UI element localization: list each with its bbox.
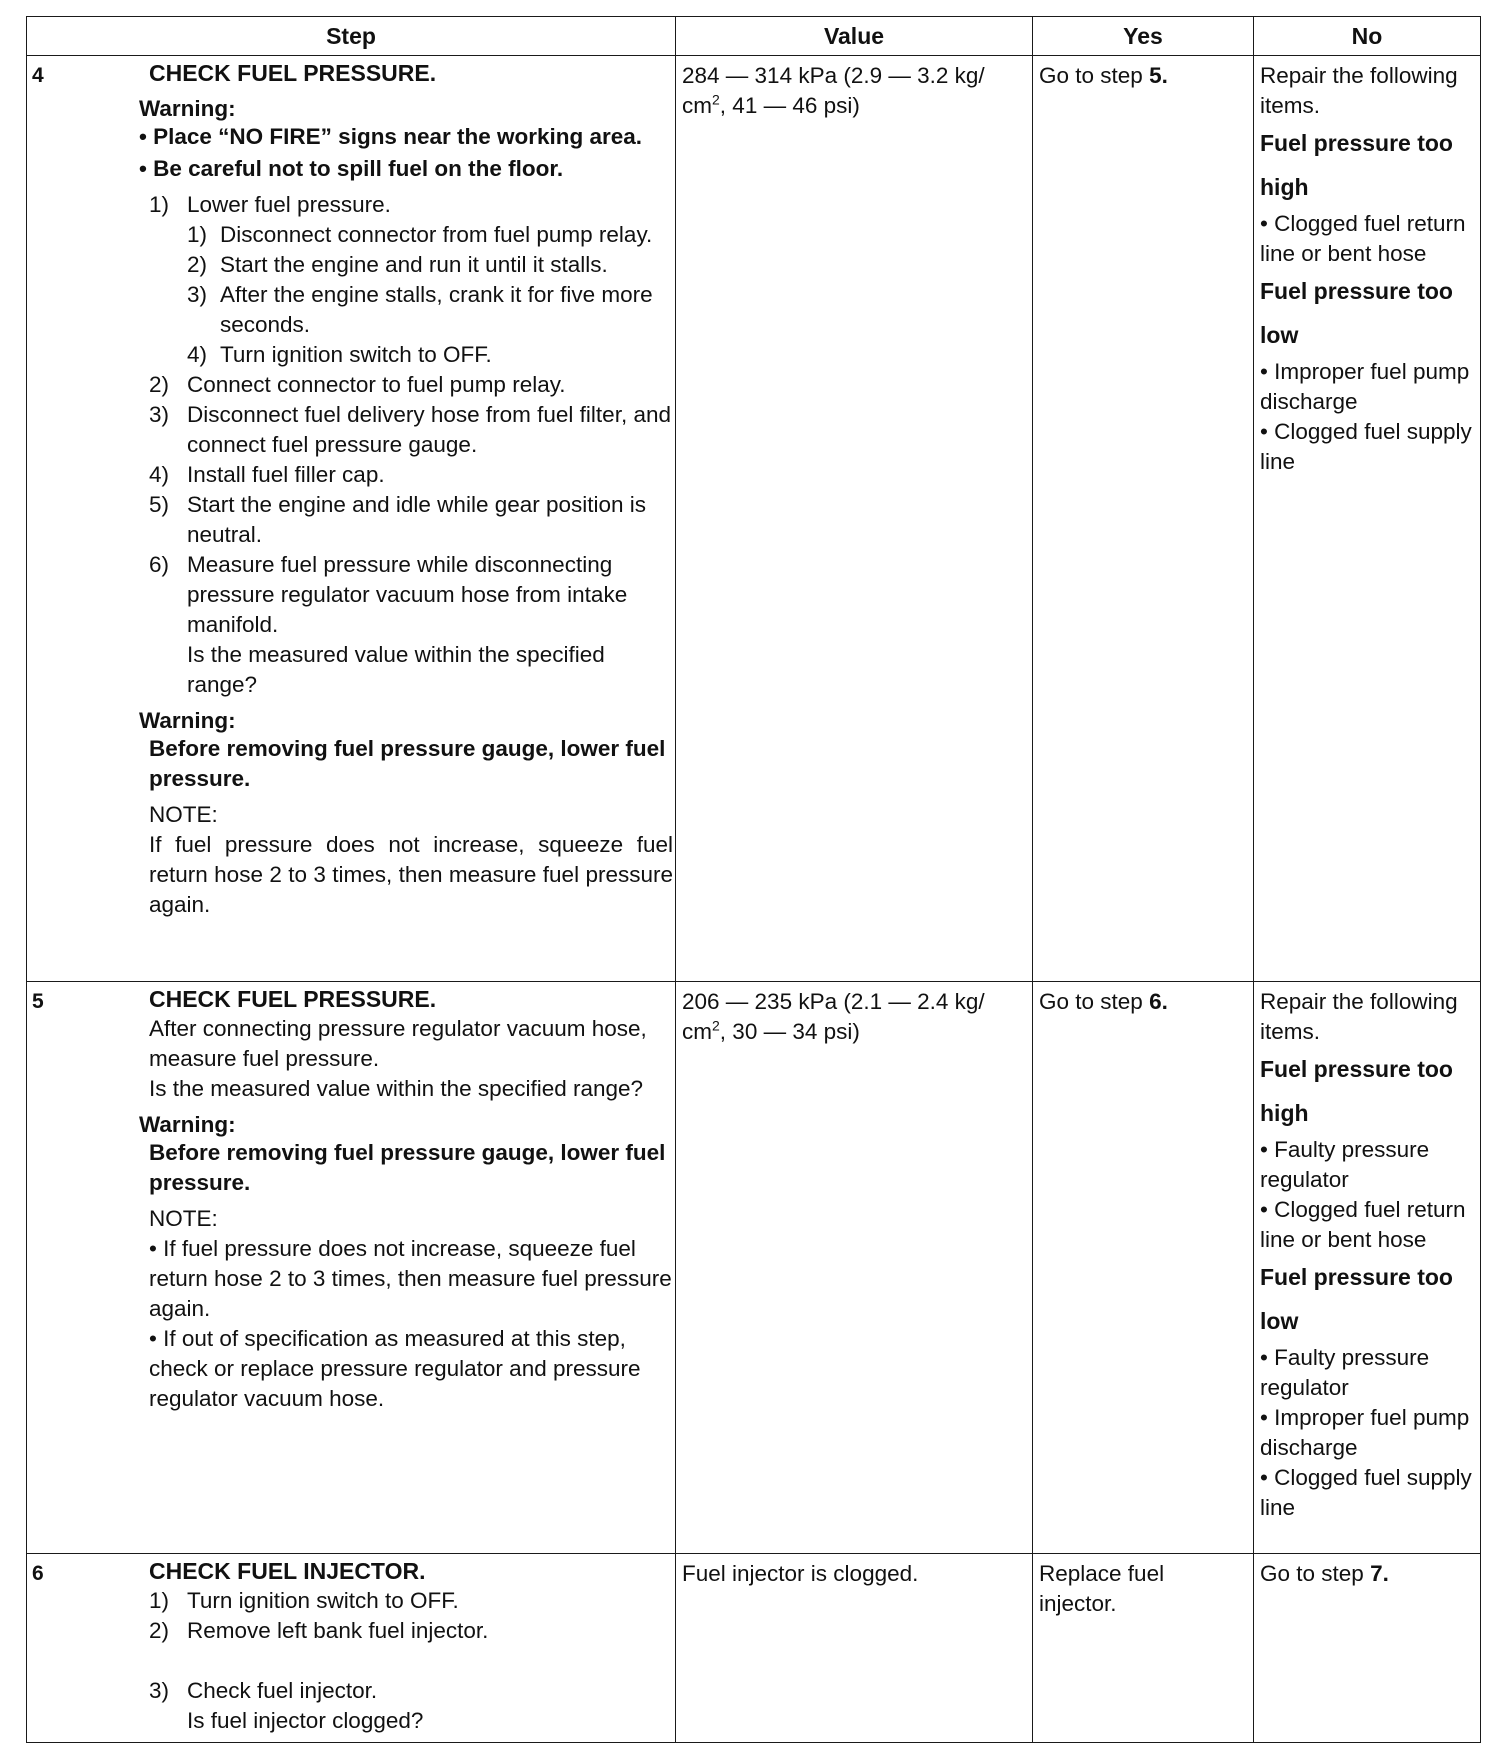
table-row (27, 982, 1481, 1554)
header-step: Step (27, 17, 676, 56)
note-heading: NOTE: (149, 802, 218, 827)
step-number: 5 (32, 990, 44, 1013)
header-yes: Yes (1033, 17, 1254, 56)
condition-heading: Fuel pressure too low (1260, 1264, 1453, 1334)
condition-item: • Improper fuel pump discharge (1260, 1405, 1470, 1460)
table-row (27, 1554, 1481, 1743)
note-heading: NOTE: (149, 1206, 218, 1231)
step-question: Is the measured value within the specified range? (149, 1076, 644, 1101)
procedure-step: 6) Measure fuel pressure while disconnecting pressure regulator vacuum hose from intake manifold. Is the measured value within the specified range? (149, 552, 628, 697)
procedure-step: 4) Install fuel filler cap. (149, 462, 385, 487)
warning-heading: Warning: (139, 1112, 236, 1137)
procedure-substep: 2) Start the engine and run it until it stalls. (187, 252, 608, 277)
no-intro: Repair the following items. (1260, 989, 1458, 1044)
no-cell (1254, 56, 1481, 982)
step-text: After connecting pressure regulator vacuum hose, measure fuel pressure. (149, 1016, 647, 1071)
warning-text: Before removing fuel pressure gauge, lower fuel pressure. (149, 1140, 666, 1195)
value-cell: 206 — 235 kPa (2.1 — 2.4 kg/ $cm^2$, 30 — 34 psi) (676, 982, 1033, 1554)
step-number: 6 (32, 1562, 44, 1585)
value-cell: Fuel injector is clogged. (676, 1554, 1033, 1743)
note-text: If fuel pressure does not increase, squeeze fuel return hose 2 to 3 times, then measure fuel pressure again. (149, 832, 673, 917)
yes-cell: Replace fuel injector. (1033, 1554, 1254, 1743)
step-cell (27, 982, 676, 1554)
condition-heading: Fuel pressure too low (1260, 278, 1453, 348)
troubleshooting-table-sheet (26, 16, 1480, 1743)
no-intro: Repair the following items. (1260, 63, 1458, 118)
troubleshooting-table (26, 16, 1481, 1743)
step-cell (27, 56, 676, 982)
table-row (27, 56, 1481, 982)
condition-heading: Fuel pressure too high (1260, 130, 1453, 200)
step-title: CHECK FUEL PRESSURE. (149, 60, 437, 86)
value-cell: 284 — 314 kPa (2.9 — 3.2 kg/ $cm^2$, 41 — 46 psi) (676, 56, 1033, 982)
step-question: Is fuel injector clogged? (187, 1708, 424, 1733)
step-question: Is the measured value within the specified range? (187, 642, 605, 697)
no-cell: Go to step 7. (1254, 1554, 1481, 1743)
procedure-step: 5) Start the engine and idle while gear position is neutral. (149, 492, 647, 547)
condition-item: • Improper fuel pump discharge (1260, 359, 1470, 414)
note-text: • If out of specification as measured at this step, check or replace pressure regulator and pressure regulator vacuum hose. (149, 1326, 641, 1411)
procedure-substep: 1) Disconnect connector from fuel pump relay. (187, 222, 653, 247)
procedure-step: 3) Disconnect fuel delivery hose from fuel filter, and connect fuel pressure gauge. (149, 402, 671, 457)
yes-cell: Go to step 5. (1033, 56, 1254, 982)
yes-cell: Go to step 6. (1033, 982, 1254, 1554)
procedure-substep: 4) Turn ignition switch to OFF. (187, 342, 492, 367)
step-title: CHECK FUEL INJECTOR. (149, 1558, 426, 1584)
note-text: • If fuel pressure does not increase, squeeze fuel return hose 2 to 3 times, then measure fuel pressure again. (149, 1236, 672, 1321)
condition-heading: Fuel pressure too high (1260, 1056, 1453, 1126)
condition-item: • Clogged fuel return line or bent hose (1260, 211, 1466, 266)
procedure-step: 2) Connect connector to fuel pump relay. (149, 372, 566, 397)
no-cell (1254, 982, 1481, 1554)
header-no: No (1254, 17, 1481, 56)
step-title: CHECK FUEL PRESSURE. (149, 986, 437, 1012)
warning-heading: Warning: (139, 708, 236, 733)
header-row (27, 17, 1481, 56)
warning-text: • Be careful not to spill fuel on the floor. (139, 156, 564, 181)
step-cell (27, 1554, 676, 1743)
warning-text: • Place “NO FIRE” signs near the working area. (139, 124, 643, 149)
condition-item: • Clogged fuel supply line (1260, 1465, 1472, 1520)
condition-item: • Faulty pressure regulator (1260, 1345, 1430, 1400)
procedure-step: 1) Turn ignition switch to OFF. (149, 1588, 459, 1613)
step-number: 4 (32, 64, 44, 87)
header-value: Value (676, 17, 1033, 56)
condition-item: • Faulty pressure regulator (1260, 1137, 1430, 1192)
procedure-step: 1) Lower fuel pressure. (149, 192, 391, 217)
procedure-step: 2) Remove left bank fuel injector. (149, 1618, 489, 1643)
condition-item: • Clogged fuel supply line (1260, 419, 1472, 474)
warning-heading: Warning: (139, 96, 236, 121)
condition-item: • Clogged fuel return line or bent hose (1260, 1197, 1466, 1252)
warning-text: Before removing fuel pressure gauge, lower fuel pressure. (149, 736, 666, 791)
procedure-substep: 3) After the engine stalls, crank it for five more seconds. (187, 282, 653, 337)
procedure-step: 3) Check fuel injector. Is fuel injector clogged? (149, 1678, 424, 1733)
